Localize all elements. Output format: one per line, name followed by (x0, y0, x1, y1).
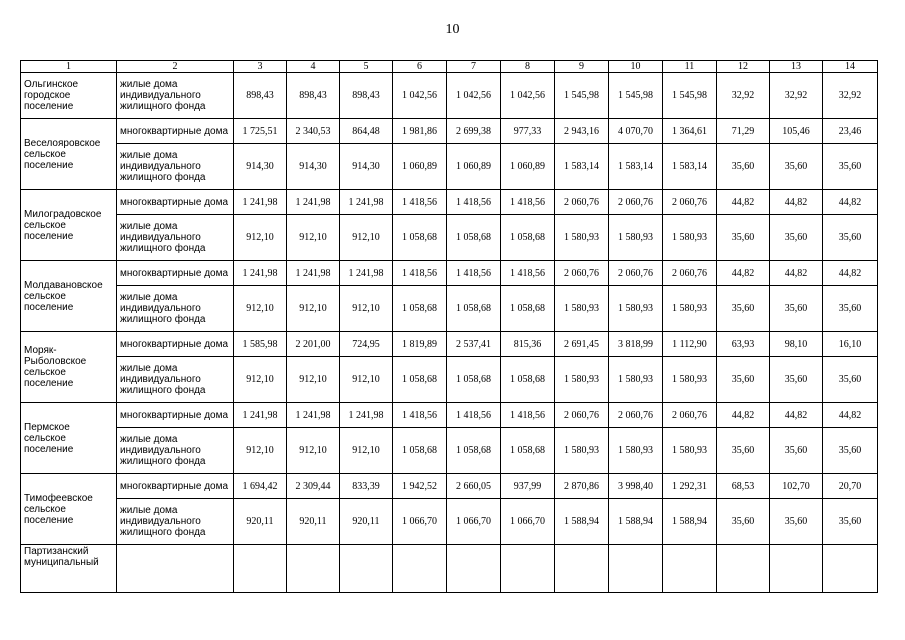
value-cell: 2 060,76 (609, 403, 663, 428)
value-cell (501, 545, 555, 593)
value-cell (393, 545, 447, 593)
value-cell: 2 060,76 (663, 261, 717, 286)
value-cell (234, 545, 287, 593)
value-cell: 912,10 (340, 357, 393, 403)
value-cell: 1 418,56 (393, 403, 447, 428)
value-cell: 1 066,70 (447, 499, 501, 545)
value-cell: 1 418,56 (447, 261, 501, 286)
value-cell: 102,70 (770, 474, 823, 499)
value-cell: 833,39 (340, 474, 393, 499)
table-row (21, 261, 878, 286)
value-cell: 35,60 (823, 428, 878, 474)
value-cell: 35,60 (717, 428, 770, 474)
value-cell: 1 042,56 (393, 73, 447, 119)
value-cell (609, 545, 663, 593)
value-cell: 912,10 (234, 357, 287, 403)
housing-type: многоквартирные дома (117, 261, 234, 286)
value-cell: 1 058,68 (447, 215, 501, 261)
value-cell: 1 241,98 (287, 190, 340, 215)
value-cell: 2 060,76 (663, 190, 717, 215)
value-cell: 1 058,68 (447, 286, 501, 332)
value-cell: 44,82 (823, 403, 878, 428)
table-row (21, 190, 878, 215)
value-cell: 32,92 (770, 73, 823, 119)
housing-type: жилые дома индивидуального жилищного фонда (117, 73, 234, 119)
settlement-name: Ольгинское городское поселение (21, 73, 117, 119)
value-cell: 1 418,56 (447, 403, 501, 428)
value-cell: 912,10 (234, 215, 287, 261)
value-cell: 32,92 (717, 73, 770, 119)
table-row (21, 332, 878, 357)
value-cell (663, 545, 717, 593)
value-cell: 898,43 (234, 73, 287, 119)
value-cell: 2 943,16 (555, 119, 609, 144)
value-cell: 920,11 (340, 499, 393, 545)
value-cell: 937,99 (501, 474, 555, 499)
value-cell: 63,93 (717, 332, 770, 357)
value-cell: 2 060,76 (609, 261, 663, 286)
table-row (21, 428, 878, 474)
value-cell: 1 058,68 (501, 428, 555, 474)
housing-type: многоквартирные дома (117, 190, 234, 215)
housing-type: многоквартирные дома (117, 403, 234, 428)
value-cell: 3 818,99 (609, 332, 663, 357)
value-cell: 1 418,56 (501, 190, 555, 215)
value-cell: 44,82 (823, 190, 878, 215)
settlement-name: Моряк-Рыболовское сельское поселение (21, 332, 117, 403)
column-header: 14 (823, 61, 878, 73)
value-cell: 912,10 (287, 286, 340, 332)
housing-type: жилые дома индивидуального жилищного фонда (117, 499, 234, 545)
value-cell: 35,60 (770, 215, 823, 261)
column-header: 2 (117, 61, 234, 73)
value-cell: 1 066,70 (501, 499, 555, 545)
value-cell: 914,30 (234, 144, 287, 190)
value-cell: 1 588,94 (609, 499, 663, 545)
housing-type: жилые дома индивидуального жилищного фонда (117, 357, 234, 403)
housing-type (117, 545, 234, 593)
column-header: 6 (393, 61, 447, 73)
table-row (21, 474, 878, 499)
value-cell: 1 060,89 (501, 144, 555, 190)
housing-type: жилые дома индивидуального жилищного фонда (117, 428, 234, 474)
value-cell: 815,36 (501, 332, 555, 357)
value-cell: 1 058,68 (501, 215, 555, 261)
value-cell: 2 060,76 (555, 190, 609, 215)
column-header: 11 (663, 61, 717, 73)
value-cell: 20,70 (823, 474, 878, 499)
value-cell: 44,82 (770, 190, 823, 215)
value-cell: 1 725,51 (234, 119, 287, 144)
value-cell: 32,92 (823, 73, 878, 119)
value-cell: 914,30 (287, 144, 340, 190)
value-cell: 35,60 (717, 286, 770, 332)
value-cell: 3 998,40 (609, 474, 663, 499)
value-cell: 898,43 (340, 73, 393, 119)
value-cell: 2 060,76 (663, 403, 717, 428)
value-cell: 1 112,90 (663, 332, 717, 357)
housing-type: жилые дома индивидуального жилищного фонда (117, 215, 234, 261)
value-cell: 2 201,00 (287, 332, 340, 357)
value-cell: 1 060,89 (447, 144, 501, 190)
value-cell: 44,82 (770, 261, 823, 286)
column-header: 7 (447, 61, 501, 73)
value-cell: 44,82 (717, 190, 770, 215)
housing-type: жилые дома индивидуального жилищного фонда (117, 286, 234, 332)
value-cell: 44,82 (717, 403, 770, 428)
value-cell: 2 060,76 (555, 403, 609, 428)
settlement-name: Милоградовское сельское поселение (21, 190, 117, 261)
value-cell: 920,11 (234, 499, 287, 545)
value-cell: 1 418,56 (393, 261, 447, 286)
value-cell: 4 070,70 (609, 119, 663, 144)
value-cell: 1 819,89 (393, 332, 447, 357)
value-cell: 1 292,31 (663, 474, 717, 499)
value-cell: 1 066,70 (393, 499, 447, 545)
value-cell: 1 583,14 (663, 144, 717, 190)
value-cell: 35,60 (717, 499, 770, 545)
value-cell: 724,95 (340, 332, 393, 357)
value-cell: 912,10 (234, 428, 287, 474)
value-cell: 35,60 (823, 215, 878, 261)
table-row (21, 119, 878, 144)
value-cell: 1 058,68 (393, 357, 447, 403)
value-cell: 1 058,68 (393, 215, 447, 261)
value-cell: 35,60 (770, 144, 823, 190)
value-cell: 1 580,93 (555, 215, 609, 261)
value-cell: 1 058,68 (501, 286, 555, 332)
value-cell: 68,53 (717, 474, 770, 499)
value-cell: 1 060,89 (393, 144, 447, 190)
value-cell: 1 241,98 (234, 261, 287, 286)
value-cell: 864,48 (340, 119, 393, 144)
value-cell: 1 241,98 (234, 403, 287, 428)
value-cell: 35,60 (770, 428, 823, 474)
value-cell: 35,60 (823, 357, 878, 403)
value-cell: 1 545,98 (609, 73, 663, 119)
value-cell: 35,60 (823, 286, 878, 332)
value-cell: 1 580,93 (663, 428, 717, 474)
value-cell: 914,30 (340, 144, 393, 190)
value-cell: 1 580,93 (555, 286, 609, 332)
column-header: 12 (717, 61, 770, 73)
value-cell: 912,10 (340, 286, 393, 332)
value-cell: 35,60 (823, 144, 878, 190)
value-cell: 1 981,86 (393, 119, 447, 144)
column-header: 9 (555, 61, 609, 73)
value-cell: 1 588,94 (555, 499, 609, 545)
value-cell (555, 545, 609, 593)
settlement-name: Пермское сельское поселение (21, 403, 117, 474)
value-cell: 16,10 (823, 332, 878, 357)
value-cell: 98,10 (770, 332, 823, 357)
settlement-name: Веселояровское сельское поселение (21, 119, 117, 190)
page-number: 10 (445, 22, 460, 37)
value-cell: 1 241,98 (287, 261, 340, 286)
value-cell: 35,60 (717, 144, 770, 190)
value-cell: 1 042,56 (447, 73, 501, 119)
column-header: 3 (234, 61, 287, 73)
value-cell (340, 545, 393, 593)
value-cell: 2 660,05 (447, 474, 501, 499)
value-cell: 898,43 (287, 73, 340, 119)
table-row (21, 73, 878, 119)
value-cell: 1 058,68 (393, 428, 447, 474)
value-cell (447, 545, 501, 593)
value-cell: 912,10 (287, 215, 340, 261)
value-cell: 1 588,94 (663, 499, 717, 545)
value-cell: 1 364,61 (663, 119, 717, 144)
value-cell: 912,10 (340, 428, 393, 474)
value-cell: 35,60 (770, 286, 823, 332)
value-cell: 912,10 (287, 357, 340, 403)
value-cell (287, 545, 340, 593)
table-row (21, 545, 878, 593)
settlement-name: Тимофеевское сельское поселение (21, 474, 117, 545)
column-header: 1 (21, 61, 117, 73)
value-cell: 2 340,53 (287, 119, 340, 144)
value-cell: 2 309,44 (287, 474, 340, 499)
value-cell: 1 583,14 (609, 144, 663, 190)
table-row (21, 144, 878, 190)
table-body (21, 61, 878, 593)
column-header: 13 (770, 61, 823, 73)
value-cell: 71,29 (717, 119, 770, 144)
value-cell: 977,33 (501, 119, 555, 144)
column-header: 8 (501, 61, 555, 73)
value-cell: 44,82 (770, 403, 823, 428)
value-cell: 1 058,68 (447, 357, 501, 403)
value-cell: 2 060,76 (609, 190, 663, 215)
table-row (21, 215, 878, 261)
value-cell: 1 580,93 (663, 215, 717, 261)
value-cell: 1 580,93 (663, 286, 717, 332)
value-cell: 35,60 (717, 357, 770, 403)
value-cell: 2 699,38 (447, 119, 501, 144)
value-cell: 35,60 (770, 499, 823, 545)
value-cell: 920,11 (287, 499, 340, 545)
value-cell: 1 580,93 (609, 215, 663, 261)
value-cell: 1 418,56 (501, 261, 555, 286)
value-cell: 1 058,68 (393, 286, 447, 332)
value-cell (717, 545, 770, 593)
column-header: 10 (609, 61, 663, 73)
table-row (21, 357, 878, 403)
value-cell: 1 241,98 (340, 190, 393, 215)
value-cell: 44,82 (823, 261, 878, 286)
value-cell: 35,60 (770, 357, 823, 403)
value-cell: 1 585,98 (234, 332, 287, 357)
value-cell: 1 418,56 (501, 403, 555, 428)
settlement-name: Молдавановское сельское поселение (21, 261, 117, 332)
value-cell: 35,60 (823, 499, 878, 545)
value-cell: 1 241,98 (234, 190, 287, 215)
value-cell: 1 580,93 (609, 428, 663, 474)
value-cell: 912,10 (340, 215, 393, 261)
value-cell (823, 545, 878, 593)
housing-type: многоквартирные дома (117, 474, 234, 499)
tariff-table (20, 60, 878, 593)
settlement-name: Партизанский муниципальный (21, 545, 117, 593)
value-cell: 1 042,56 (501, 73, 555, 119)
value-cell: 1 241,98 (340, 403, 393, 428)
value-cell: 44,82 (717, 261, 770, 286)
value-cell: 2 691,45 (555, 332, 609, 357)
table-row (21, 403, 878, 428)
value-cell (770, 545, 823, 593)
value-cell: 2 060,76 (555, 261, 609, 286)
value-cell: 1 545,98 (663, 73, 717, 119)
value-cell: 1 580,93 (555, 357, 609, 403)
housing-type: жилые дома индивидуального жилищного фонда (117, 144, 234, 190)
value-cell: 1 545,98 (555, 73, 609, 119)
value-cell: 1 580,93 (609, 286, 663, 332)
value-cell: 1 580,93 (663, 357, 717, 403)
value-cell: 1 583,14 (555, 144, 609, 190)
value-cell: 35,60 (717, 215, 770, 261)
value-cell: 1 241,98 (287, 403, 340, 428)
column-header: 4 (287, 61, 340, 73)
housing-type: многоквартирные дома (117, 119, 234, 144)
table-row (21, 499, 878, 545)
value-cell: 1 241,98 (340, 261, 393, 286)
column-header: 5 (340, 61, 393, 73)
value-cell: 1 418,56 (393, 190, 447, 215)
value-cell: 1 580,93 (555, 428, 609, 474)
value-cell: 105,46 (770, 119, 823, 144)
housing-type: многоквартирные дома (117, 332, 234, 357)
value-cell: 1 058,68 (501, 357, 555, 403)
value-cell: 1 694,42 (234, 474, 287, 499)
value-cell: 2 537,41 (447, 332, 501, 357)
value-cell: 912,10 (234, 286, 287, 332)
value-cell: 1 058,68 (447, 428, 501, 474)
value-cell: 912,10 (287, 428, 340, 474)
value-cell: 1 580,93 (609, 357, 663, 403)
value-cell: 23,46 (823, 119, 878, 144)
header-row (21, 61, 878, 73)
value-cell: 2 870,86 (555, 474, 609, 499)
value-cell: 1 942,52 (393, 474, 447, 499)
value-cell: 1 418,56 (447, 190, 501, 215)
table-row (21, 286, 878, 332)
